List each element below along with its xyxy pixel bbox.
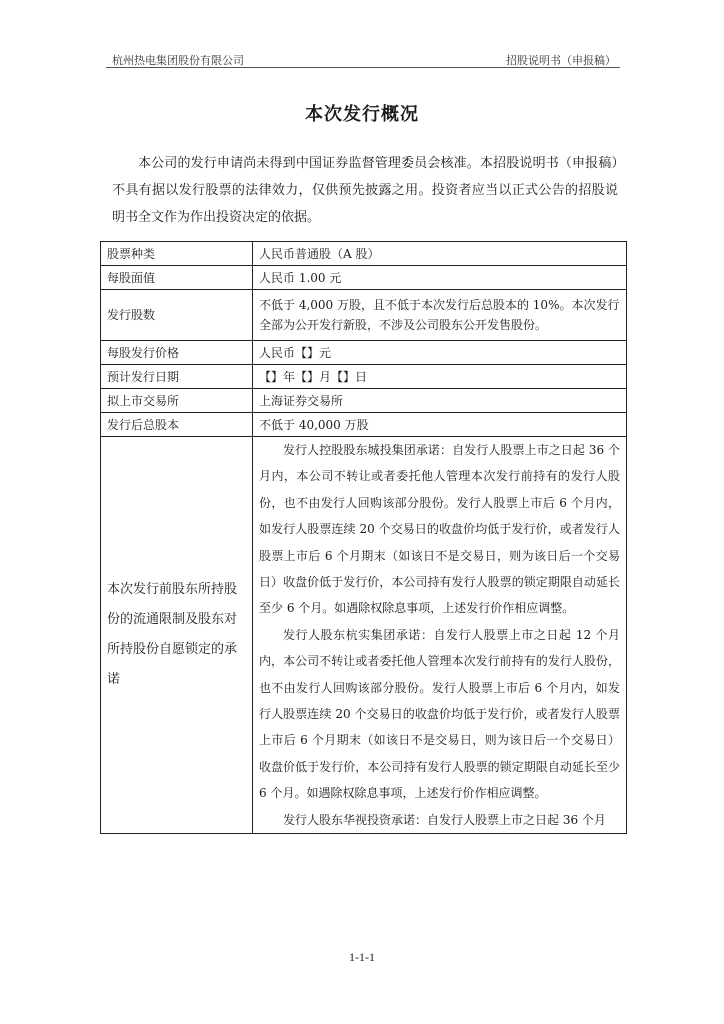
header-divider [106,67,620,68]
table-row [101,413,627,437]
row-label: 每股面值 [101,266,253,290]
table-row [101,290,627,341]
row-label: 发行后总股本 [101,413,253,437]
lockup-commitments [253,437,627,834]
row-value: 人民币【】元 [253,341,627,365]
lockup-row [101,437,627,834]
row-label: 股票种类 [101,242,253,266]
row-value: 上海证券交易所 [253,389,627,413]
table-row [101,341,627,365]
row-value: 【】年【】月【】日 [253,365,627,389]
table-row [101,242,627,266]
header-company: 杭州热电集团股份有限公司 [112,54,244,67]
commitment-paragraph: 发行人控股股东城投集团承诺：自发行人股票上市之日起 36 个月内，本公司不转让或者委托他人管理本次发行前持有的发行人股份，也不由发行人回购该部分股份。发行人股票上市后 6 个月内，如发行人股票连续 20 个交易日的收盘价均低于发行价，或者发行人股票上市后 6 个月期末（如该日不是交易日，则为该日后一个交易日）收盘价低于发行价，本公司持有发行人股票的锁定期限自动延长至少 6 个月。如遇除权除息事项，上述发行价作相应调整。 [259,443,620,616]
row-label: 拟上市交易所 [101,389,253,413]
table-row [101,389,627,413]
lockup-label-line: 份的流通限制及股东对 [107,612,238,628]
row-value: 不低于 40,000 万股 [253,413,627,437]
commitment-paragraph: 发行人股东杭实集团承诺：自发行人股票上市之日起 12 个月内，本公司不转让或者委托他人管理本次发行前持有的发行人股份，也不由发行人回购该部分股份。发行人股票上市后 6 个月内，如发行人股票连续 20 个交易日的收盘价均低于发行价，或者发行人股票上市后 6 个月期末（如该日不是交易日，则为该日后一个交易日）收盘价低于发行价，本公司持有发行人股票的锁定期限自动延长至少 6 个月。如遇除权除息事项，上述发行价作相应调整。 [259,627,620,801]
row-label: 发行股数 [101,290,253,341]
row-label: 每股发行价格 [101,341,253,365]
row-value: 不低于 4,000 万股，且不低于本次发行后总股本的 10%。本次发行全部为公开发行新股，不涉及公司股东公开发售股份。 [253,290,627,341]
lockup-label-line: 本次发行前股东所持股 [107,582,238,598]
offering-summary-table [100,241,627,834]
page-number: 1-1-1 [349,950,375,964]
row-value: 人民币普通股（A 股） [253,242,627,266]
lockup-label-line: 所持股份自愿锁定的承 [107,642,238,658]
page-title: 本次发行概况 [305,104,419,125]
row-label: 预计发行日期 [101,365,253,389]
row-value: 人民币 1.00 元 [253,266,627,290]
intro-paragraph: 本公司的发行申请尚未得到中国证券监督管理委员会核准。本招股说明书（申报稿）不具有据以发行股票的法律效力，仅供预先披露之用。投资者应当以正式公告的招股说明书全文作为作出投资决定的依据。 [112,156,618,225]
lockup-label-line: 诺 [107,672,121,688]
header-doc-type: 招股说明书（申报稿） [506,54,616,67]
table-row [101,365,627,389]
table-row [101,266,627,290]
lockup-label [101,437,253,834]
commitment-paragraph: 发行人股东华视投资承诺：自发行人股票上市之日起 36 个月 [283,812,606,827]
